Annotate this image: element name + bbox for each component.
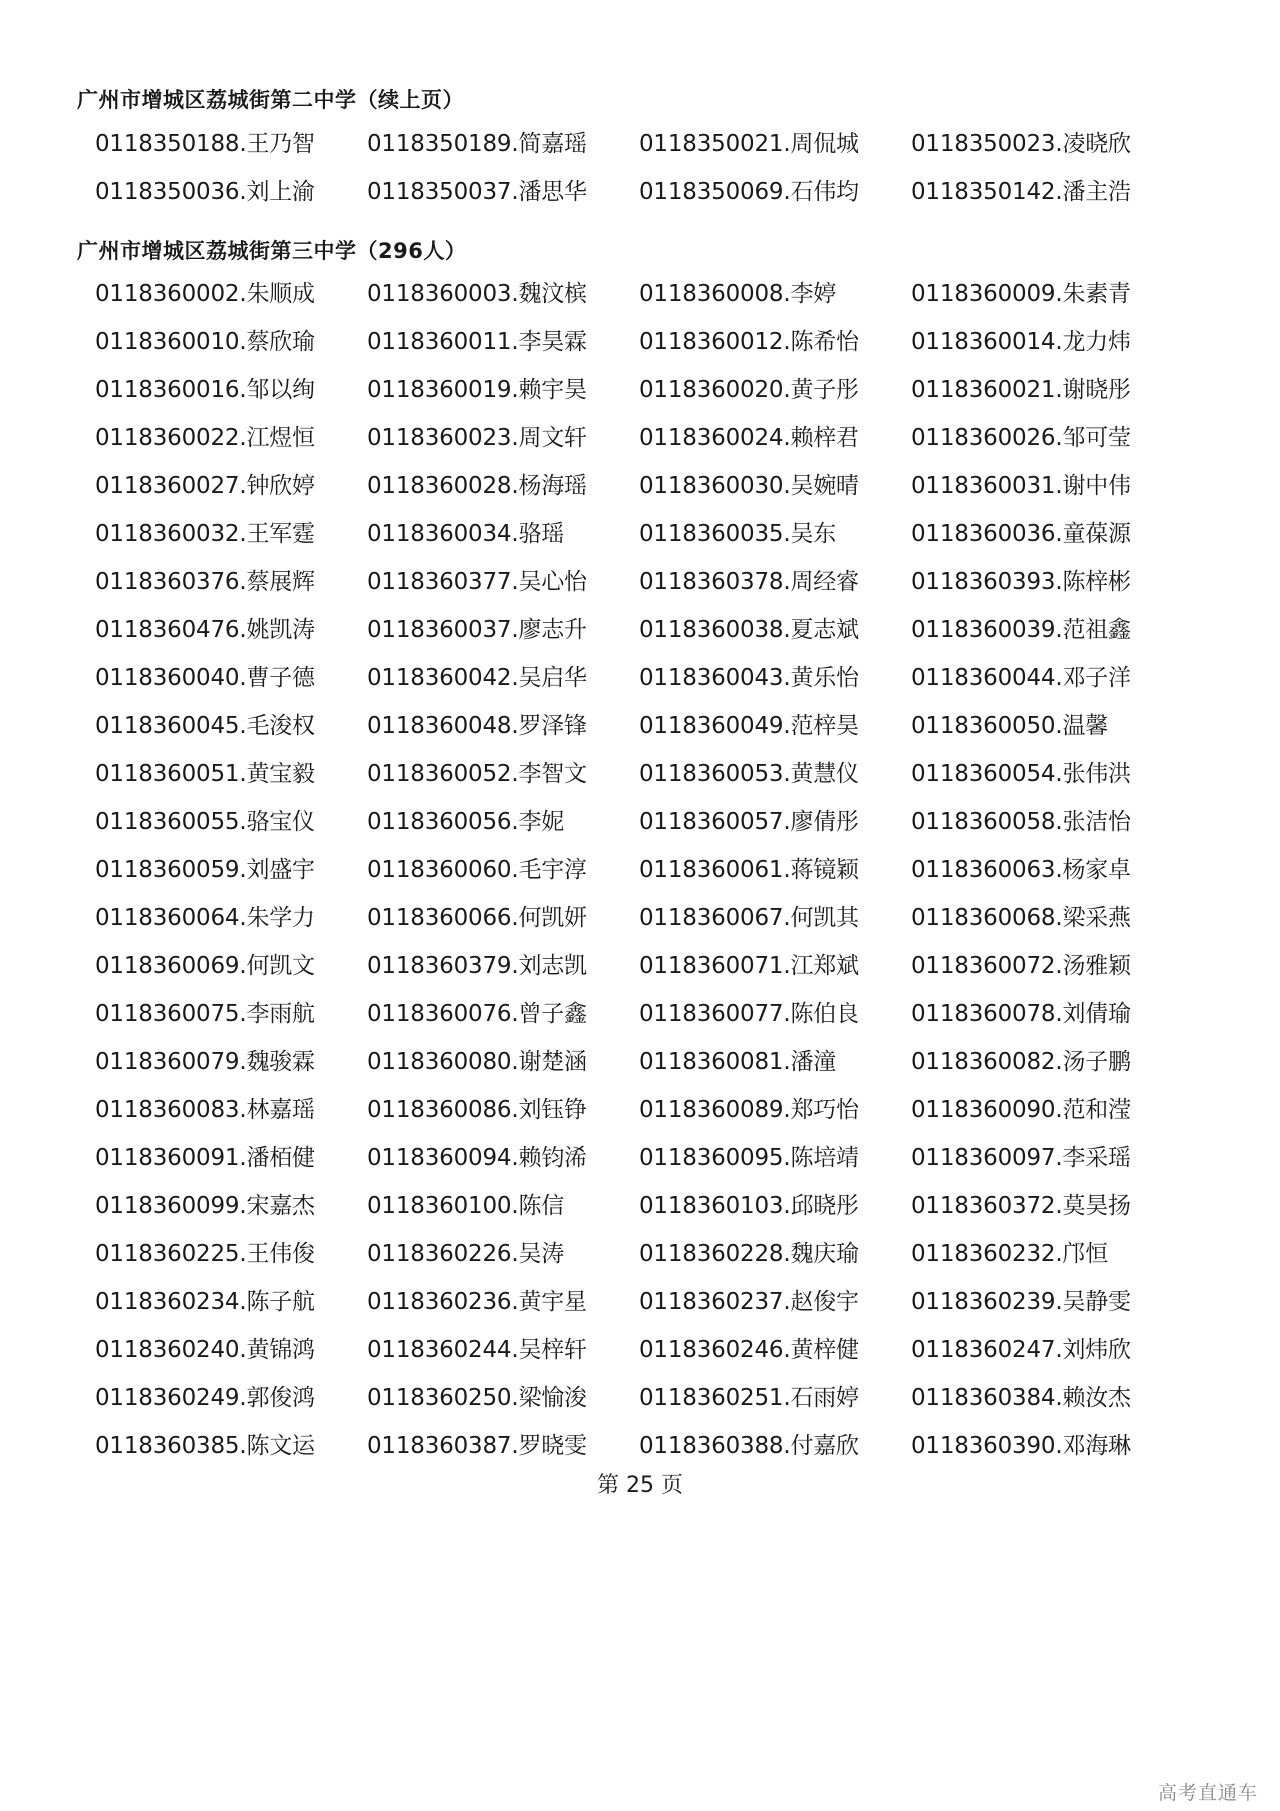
list-row <box>95 891 1183 939</box>
student-entry: 0118360226.吴涛 <box>367 1240 565 1267</box>
student-entry: 0118360021.谢晓彤 <box>911 376 1131 403</box>
list-row <box>95 555 1183 603</box>
student-entry: 0118360379.刘志凯 <box>367 952 587 979</box>
student-entry: 0118360393.陈梓彬 <box>911 568 1131 595</box>
student-entry: 0118350036.刘上渝 <box>95 178 315 205</box>
student-entry: 0118360237.赵俊宇 <box>639 1288 859 1315</box>
student-entry: 0118360378.周经睿 <box>639 568 859 595</box>
list-row <box>95 315 1183 363</box>
list-row <box>95 507 1183 555</box>
list-row <box>95 1371 1183 1419</box>
student-entry: 0118360034.骆瑶 <box>367 520 565 547</box>
student-entry: 0118360091.潘栢健 <box>95 1144 315 1171</box>
student-entry: 0118360083.林嘉瑶 <box>95 1096 315 1123</box>
student-entry: 0118360038.夏志斌 <box>639 616 859 643</box>
student-entry: 0118360028.杨海瑶 <box>367 472 587 499</box>
list-row <box>95 843 1183 891</box>
watermark-text: 高考直通车 <box>1157 1782 1258 1804</box>
student-entry: 0118360054.张伟洪 <box>911 760 1131 787</box>
list-row <box>95 117 1183 165</box>
student-entry: 0118360030.吴婉晴 <box>639 472 859 499</box>
student-entry: 0118360019.赖宇昊 <box>367 376 587 403</box>
student-entry: 0118350037.潘思华 <box>367 178 587 205</box>
student-entry: 0118360027.钟欣婷 <box>95 472 315 499</box>
student-entry: 0118360020.黄子彤 <box>639 376 859 403</box>
student-entry: 0118360055.骆宝仪 <box>95 808 315 835</box>
student-entry: 0118360077.陈伯良 <box>639 1000 859 1027</box>
list-row <box>95 699 1183 747</box>
student-entry: 0118360061.蒋镜颖 <box>639 856 859 883</box>
student-entry: 0118360086.刘钰铮 <box>367 1096 587 1123</box>
student-entry: 0118350142.潘主浩 <box>911 178 1131 205</box>
student-entry: 0118360051.黄宝毅 <box>95 760 315 787</box>
student-entry: 0118360079.魏骏霖 <box>95 1048 315 1075</box>
student-entry: 0118360072.汤雅颖 <box>911 952 1131 979</box>
student-entry: 0118360064.朱学力 <box>95 904 315 931</box>
student-entry: 0118360024.赖梓君 <box>639 424 859 451</box>
list-row <box>95 1275 1183 1323</box>
list-row <box>95 1323 1183 1371</box>
student-entry: 0118360078.刘倩瑜 <box>911 1000 1131 1027</box>
student-entry: 0118360048.罗泽锋 <box>367 712 587 739</box>
student-entry: 0118360377.吴心怡 <box>367 568 587 595</box>
section-heading-school-3: 广州市增城区荔城街第三中学（296人） <box>77 239 467 263</box>
student-entry: 0118360012.陈希怡 <box>639 328 859 355</box>
list-row <box>95 603 1183 651</box>
student-entry: 0118360103.邱晓彤 <box>639 1192 859 1219</box>
list-row <box>95 363 1183 411</box>
student-entry: 0118360052.李智文 <box>367 760 587 787</box>
student-entry: 0118360239.吴静雯 <box>911 1288 1131 1315</box>
student-entry: 0118360026.邹可莹 <box>911 424 1131 451</box>
list-row <box>95 1131 1183 1179</box>
student-entry: 0118360247.刘炜欣 <box>911 1336 1131 1363</box>
student-entry: 0118360251.石雨婷 <box>639 1384 859 1411</box>
student-entry: 0118360069.何凯文 <box>95 952 315 979</box>
student-entry: 0118360042.吴启华 <box>367 664 587 691</box>
student-entry: 0118360068.梁采燕 <box>911 904 1131 931</box>
student-entry: 0118360089.郑巧怡 <box>639 1096 859 1123</box>
student-entry: 0118360388.付嘉欣 <box>639 1432 859 1459</box>
student-entry: 0118360390.邓海琳 <box>911 1432 1131 1459</box>
list-row <box>95 411 1183 459</box>
student-entry: 0118350069.石伟均 <box>639 178 859 205</box>
student-entry: 0118360003.魏汶槟 <box>367 280 587 307</box>
student-entry: 0118360011.李昊霖 <box>367 328 587 355</box>
list-row <box>95 747 1183 795</box>
student-entry: 0118360234.陈子航 <box>95 1288 315 1315</box>
student-entry: 0118360228.魏庆瑜 <box>639 1240 859 1267</box>
student-entry: 0118360080.谢楚涵 <box>367 1048 587 1075</box>
list-row <box>95 651 1183 699</box>
student-entry: 0118360008.李婷 <box>639 280 837 307</box>
student-entry: 0118360057.廖倩彤 <box>639 808 859 835</box>
list-row <box>95 165 1183 213</box>
student-entry: 0118360043.黄乐怡 <box>639 664 859 691</box>
list-row <box>95 1419 1183 1467</box>
student-entry: 0118360060.毛宇淳 <box>367 856 587 883</box>
student-list-school-3 <box>95 267 1183 1467</box>
student-entry: 0118360066.何凯妍 <box>367 904 587 931</box>
student-entry: 0118360031.谢中伟 <box>911 472 1131 499</box>
student-entry: 0118360100.陈信 <box>367 1192 565 1219</box>
student-entry: 0118360249.郭俊鸿 <box>95 1384 315 1411</box>
student-entry: 0118360081.潘潼 <box>639 1048 837 1075</box>
student-entry: 0118350023.凌晓欣 <box>911 130 1131 157</box>
student-entry: 0118360246.黄梓健 <box>639 1336 859 1363</box>
student-entry: 0118360059.刘盛宇 <box>95 856 315 883</box>
student-entry: 0118360016.邹以绚 <box>95 376 315 403</box>
section-heading-school-2: 广州市增城区荔城街第二中学（续上页） <box>77 88 464 112</box>
page-number: 第 25 页 <box>597 1473 683 1498</box>
student-entry: 0118360023.周文轩 <box>367 424 587 451</box>
student-entry: 0118360476.姚凯涛 <box>95 616 315 643</box>
list-row <box>95 267 1183 315</box>
student-entry: 0118360376.蔡展辉 <box>95 568 315 595</box>
list-row <box>95 939 1183 987</box>
student-entry: 0118360099.宋嘉杰 <box>95 1192 315 1219</box>
student-entry: 0118360063.杨家卓 <box>911 856 1131 883</box>
student-entry: 0118350189.简嘉瑶 <box>367 130 587 157</box>
student-list-school-2 <box>95 117 1183 213</box>
student-entry: 0118360090.范和滢 <box>911 1096 1131 1123</box>
student-entry: 0118360225.王伟俊 <box>95 1240 315 1267</box>
student-entry: 0118360076.曾子鑫 <box>367 1000 587 1027</box>
student-entry: 0118360372.莫昊扬 <box>911 1192 1131 1219</box>
student-entry: 0118360244.吴梓轩 <box>367 1336 587 1363</box>
list-row <box>95 795 1183 843</box>
student-entry: 0118360002.朱顺成 <box>95 280 315 307</box>
student-entry: 0118360036.童葆源 <box>911 520 1131 547</box>
student-entry: 0118350188.王乃智 <box>95 130 315 157</box>
student-entry: 0118360050.温馨 <box>911 712 1109 739</box>
student-entry: 0118360240.黄锦鸿 <box>95 1336 315 1363</box>
student-entry: 0118360032.王军霆 <box>95 520 315 547</box>
list-row <box>95 1083 1183 1131</box>
student-entry: 0118360014.龙力炜 <box>911 328 1131 355</box>
student-entry: 0118360035.吴东 <box>639 520 837 547</box>
student-entry: 0118360236.黄宇星 <box>367 1288 587 1315</box>
student-entry: 0118360094.赖钧浠 <box>367 1144 587 1171</box>
student-entry: 0118360058.张洁怡 <box>911 808 1131 835</box>
student-entry: 0118360097.李采瑶 <box>911 1144 1131 1171</box>
student-entry: 0118360009.朱素青 <box>911 280 1131 307</box>
student-entry: 0118360232.邝恒 <box>911 1240 1109 1267</box>
student-entry: 0118360049.范梓昊 <box>639 712 859 739</box>
student-entry: 0118360037.廖志升 <box>367 616 587 643</box>
list-row <box>95 1227 1183 1275</box>
student-entry: 0118360095.陈培靖 <box>639 1144 859 1171</box>
student-entry: 0118360387.罗晓雯 <box>367 1432 587 1459</box>
student-entry: 0118360022.江煜恒 <box>95 424 315 451</box>
student-entry: 0118360250.梁愉浚 <box>367 1384 587 1411</box>
list-row <box>95 1179 1183 1227</box>
student-entry: 0118360053.黄慧仪 <box>639 760 859 787</box>
student-entry: 0118360082.汤子鹏 <box>911 1048 1131 1075</box>
student-entry: 0118360075.李雨航 <box>95 1000 315 1027</box>
list-row <box>95 1035 1183 1083</box>
student-entry: 0118360071.江郑斌 <box>639 952 859 979</box>
student-entry: 0118350021.周侃城 <box>639 130 859 157</box>
list-row <box>95 459 1183 507</box>
student-entry: 0118360039.范祖鑫 <box>911 616 1131 643</box>
student-entry: 0118360385.陈文运 <box>95 1432 315 1459</box>
student-entry: 0118360056.李妮 <box>367 808 565 835</box>
list-row <box>95 987 1183 1035</box>
student-entry: 0118360067.何凯其 <box>639 904 859 931</box>
student-entry: 0118360040.曹子德 <box>95 664 315 691</box>
student-entry: 0118360045.毛浚权 <box>95 712 315 739</box>
student-entry: 0118360384.赖汝杰 <box>911 1384 1131 1411</box>
student-entry: 0118360010.蔡欣瑜 <box>95 328 315 355</box>
student-entry: 0118360044.邓子洋 <box>911 664 1131 691</box>
